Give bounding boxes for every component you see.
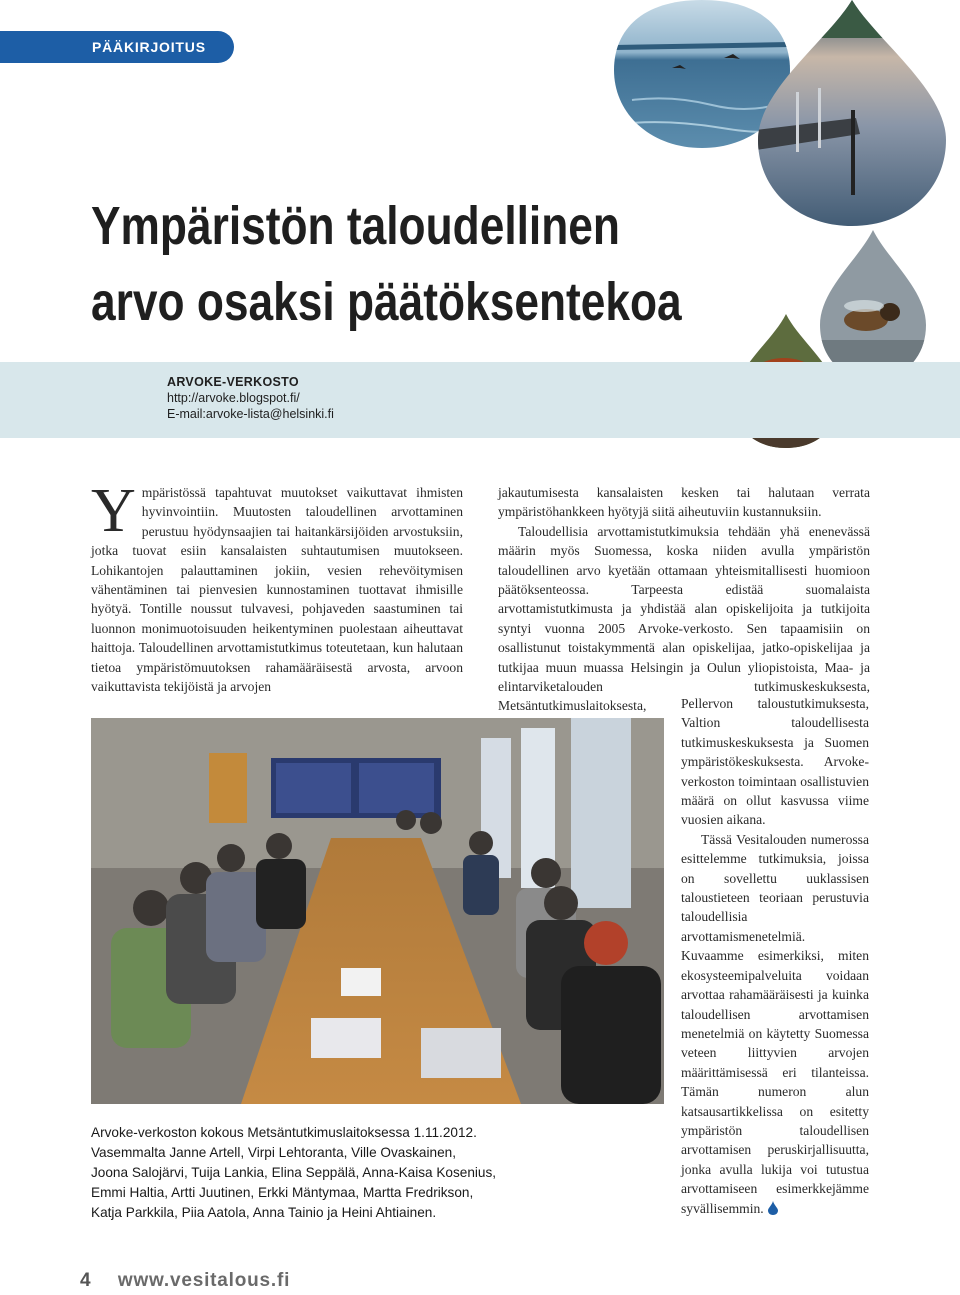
paragraph: Pellervon taloustutkimuksesta, Valtion taloudellisesta tutkimuskeskuksesta ja Suomen ympäristökeskuksesta. Arvoke-verkoston toimintaan osallistuvien määrä on ollut kasvussa viime vuosien aikana. (681, 696, 869, 828)
photo-caption (91, 1123, 671, 1223)
caption-line: Vasemmalta Janne Artell, Virpi Lehtoranta, Ville Ovaskainen, (91, 1145, 456, 1160)
paragraph-text: Tässä Vesitalouden numerossa esittelemme tutkimuksia, joissa on sovellettu uuklassisen taloustieteen teoriaan perustuvia taloudellisia arvottamismenetelmiä. Kuvaamme esimerkiksi, miten ekosysteemipalveluita voidaan arvottaa rahamääräisesti ja kuinka taloudellisen arvottamisen menetelmiä on käytetty Suomessa veteen liittyvien arvojen määrittämisessä eri tilanteissa. Tämän numeron alun katsausartikkelissa on esitetty ympäristön taloudellisen arvottamisen peruskirjallisuutta, jonka avulla lukija voi tutustua arvottamiseen esimerkkejämme syvällisemmin. (681, 831, 869, 1216)
page-footer (80, 1270, 290, 1292)
caption-line: Emmi Haltia, Artti Juutinen, Erkki Mäntymaa, Martta Fredrikson, (91, 1185, 474, 1200)
left-column (91, 477, 463, 696)
caption-line: Joona Salojärvi, Tuija Lankia, Elina Seppälä, Anna-Kaisa Kosenius, (91, 1165, 497, 1180)
contact-web: http://arvoke.blogspot.fi/ (167, 391, 300, 405)
caption-line: Arvoke-verkoston kokous Metsäntutkimuslaitoksessa 1.11.2012. (91, 1125, 477, 1140)
meeting-photo (91, 718, 664, 1104)
water-drop-icon (768, 1201, 778, 1215)
right-column-top (498, 483, 870, 716)
drop-photo-pier (756, 0, 948, 228)
section-tab: PÄÄKIRJOITUS (0, 31, 234, 63)
contact-email: E-mail:arvoke-lista@helsinki.fi (167, 407, 334, 421)
paragraph: Taloudellisia arvottamistutkimuksia tehdään yhä enenevässä määrin myös Suomessa, koska niiden avulla ympäristön taloudellinen arvo kyetään ottamaan yhteismitallisesti huomioon päätöksenteossa. Tarpeesta edistää suomalaista arvottamistutkimusta ja yhdistää alan opiskelijoita ja tutkijoita syntyi vuonna 2005 Arvoke-verkosto. Sen tapaamisiin on osallistunut toistakymmentä alan opiskelijaa, jatko-opiskelijaa ja tutkijaa muun muassa Helsingin ja Oulun yliopistoista, Maa- ja elintarviketalouden tutkimuskeskuksesta, Metsäntutkimuslaitoksesta, (498, 523, 870, 714)
title-line-1: Ympäristön taloudellinen (91, 196, 620, 256)
contact-band (0, 362, 960, 438)
right-column-narrow (681, 694, 869, 1218)
paragraph: mpäristössä tapahtuvat muutokset vaikuttavat ihmisten hyvinvointiin. Muutosten taloudellinen arvottaminen perustuu hyödynsaajien tai haitankärsijöiden arvostuksiin, jotka tuovat esiin kansalaisten suhtautumisen muutokseen. Lohikantojen palauttaminen jokiin, vesien rehevöitymisen vähentäminen tai pienvesien kunnostaminen tuottavat ihmisille hyötyä. Tontille noussut tulvavesi, pohjaveden saastuminen tai luonnon monimuotoisuuden heikentyminen puolestaan aiheuttavat haittoja. Taloudellinen arvottamistutkimus toteutetaan, kun halutaan tietoa ympäristömuutoksen rahamääräisestä arvosta, arvoon vaikuttavista tekijöistä ja arvojen (91, 485, 463, 695)
caption-line: Katja Parkkila, Piia Aatola, Anna Tainio ja Heini Ahtiainen. (91, 1205, 437, 1220)
paragraph (681, 830, 869, 1218)
contact-org: ARVOKE-VERKOSTO (167, 375, 299, 389)
footer-url[interactable]: www.vesitalous.fi (117, 1270, 291, 1291)
paragraph: jakautumisesta kansalaisten kesken tai halutaan verrata ympäristöhankkeen hyötyjä siitä aiheutuviin kustannuksiin. (498, 485, 870, 520)
article-title (91, 188, 682, 340)
title-line-2: arvo osaksi päätöksentekoa (91, 272, 682, 332)
drop-cap: Y (91, 477, 136, 545)
page-number: 4 (80, 1270, 91, 1291)
contact-block (167, 374, 334, 422)
